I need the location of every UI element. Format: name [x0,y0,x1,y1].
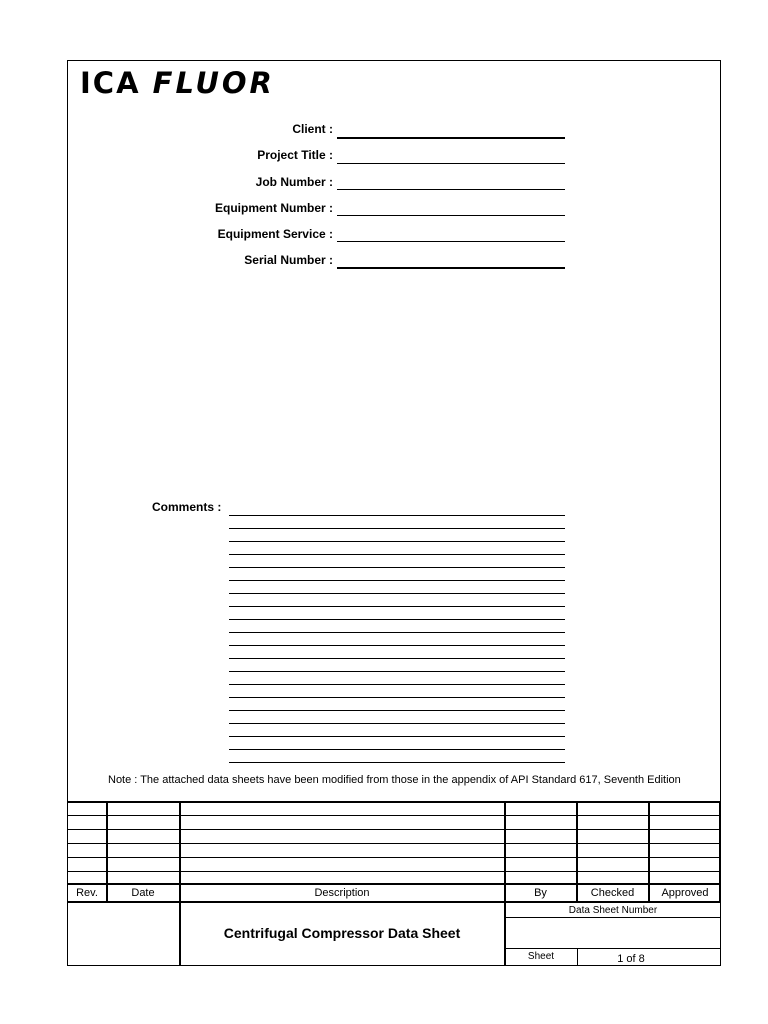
comment-line[interactable] [229,632,565,633]
comment-line[interactable] [229,762,565,763]
comment-line[interactable] [229,606,565,607]
serial-number-label: Serial Number : [244,253,333,267]
approved-header: Approved [661,887,709,899]
comment-line[interactable] [229,736,565,737]
equipment-service-label: Equipment Service : [217,227,333,241]
by-header: By [534,887,547,899]
rev-table-top-border [67,801,721,803]
comment-line[interactable] [229,541,565,542]
sheet-label: Sheet [527,951,555,962]
comment-line[interactable] [229,580,565,581]
comment-line[interactable] [229,723,565,724]
project-title-field[interactable] [337,163,565,164]
rev-table-row-line [67,815,721,816]
comment-line[interactable] [229,515,565,516]
comments-label: Comments : [152,500,222,514]
equipment-service-field[interactable] [337,241,565,242]
rev-table-row-line [67,857,721,858]
serial-number-field[interactable] [337,267,565,269]
rev-header: Rev. [76,887,98,899]
client-label: Client : [292,122,333,136]
date-header: Date [131,887,155,899]
description-header: Description [314,887,370,899]
comment-line[interactable] [229,684,565,685]
data-sheet-number-label: Data Sheet Number [568,905,658,916]
sheet-number: 1 of 8 [617,953,645,965]
project-title-label: Project Title : [257,148,333,162]
note-text: Note : The attached data sheets have been modified from those in the appendix of API Standard 617, Seventh Edition [108,774,681,786]
rev-table-header-top [67,883,721,885]
comment-line[interactable] [229,658,565,659]
logo-part-fluor: FLUOR [152,66,275,100]
equipment-number-label: Equipment Number : [214,201,333,215]
sheet-title: Centrifugal Compressor Data Sheet [223,925,461,941]
equipment-number-field[interactable] [337,215,565,216]
comment-line[interactable] [229,710,565,711]
comment-line[interactable] [229,671,565,672]
checked-header: Checked [590,887,635,899]
comment-line[interactable] [229,697,565,698]
comment-line[interactable] [229,554,565,555]
rev-table-row-line [67,871,721,872]
job-number-field[interactable] [337,189,565,190]
data-sheet-number-divider [505,917,721,918]
rev-table-row-line [67,843,721,844]
comment-line[interactable] [229,749,565,750]
date-col-divider [179,801,181,966]
comment-line[interactable] [229,528,565,529]
comment-line[interactable] [229,619,565,620]
job-number-label: Job Number : [255,175,333,189]
company-logo [80,66,275,100]
description-col-divider [504,801,506,966]
rev-table-header-bottom [67,901,721,903]
rev-table-row-line [67,829,721,830]
comment-line[interactable] [229,645,565,646]
comment-line[interactable] [229,567,565,568]
logo-part-ica: ICA [80,66,141,100]
sheet-row-divider [505,948,721,949]
client-field[interactable] [337,137,565,139]
comment-line[interactable] [229,593,565,594]
